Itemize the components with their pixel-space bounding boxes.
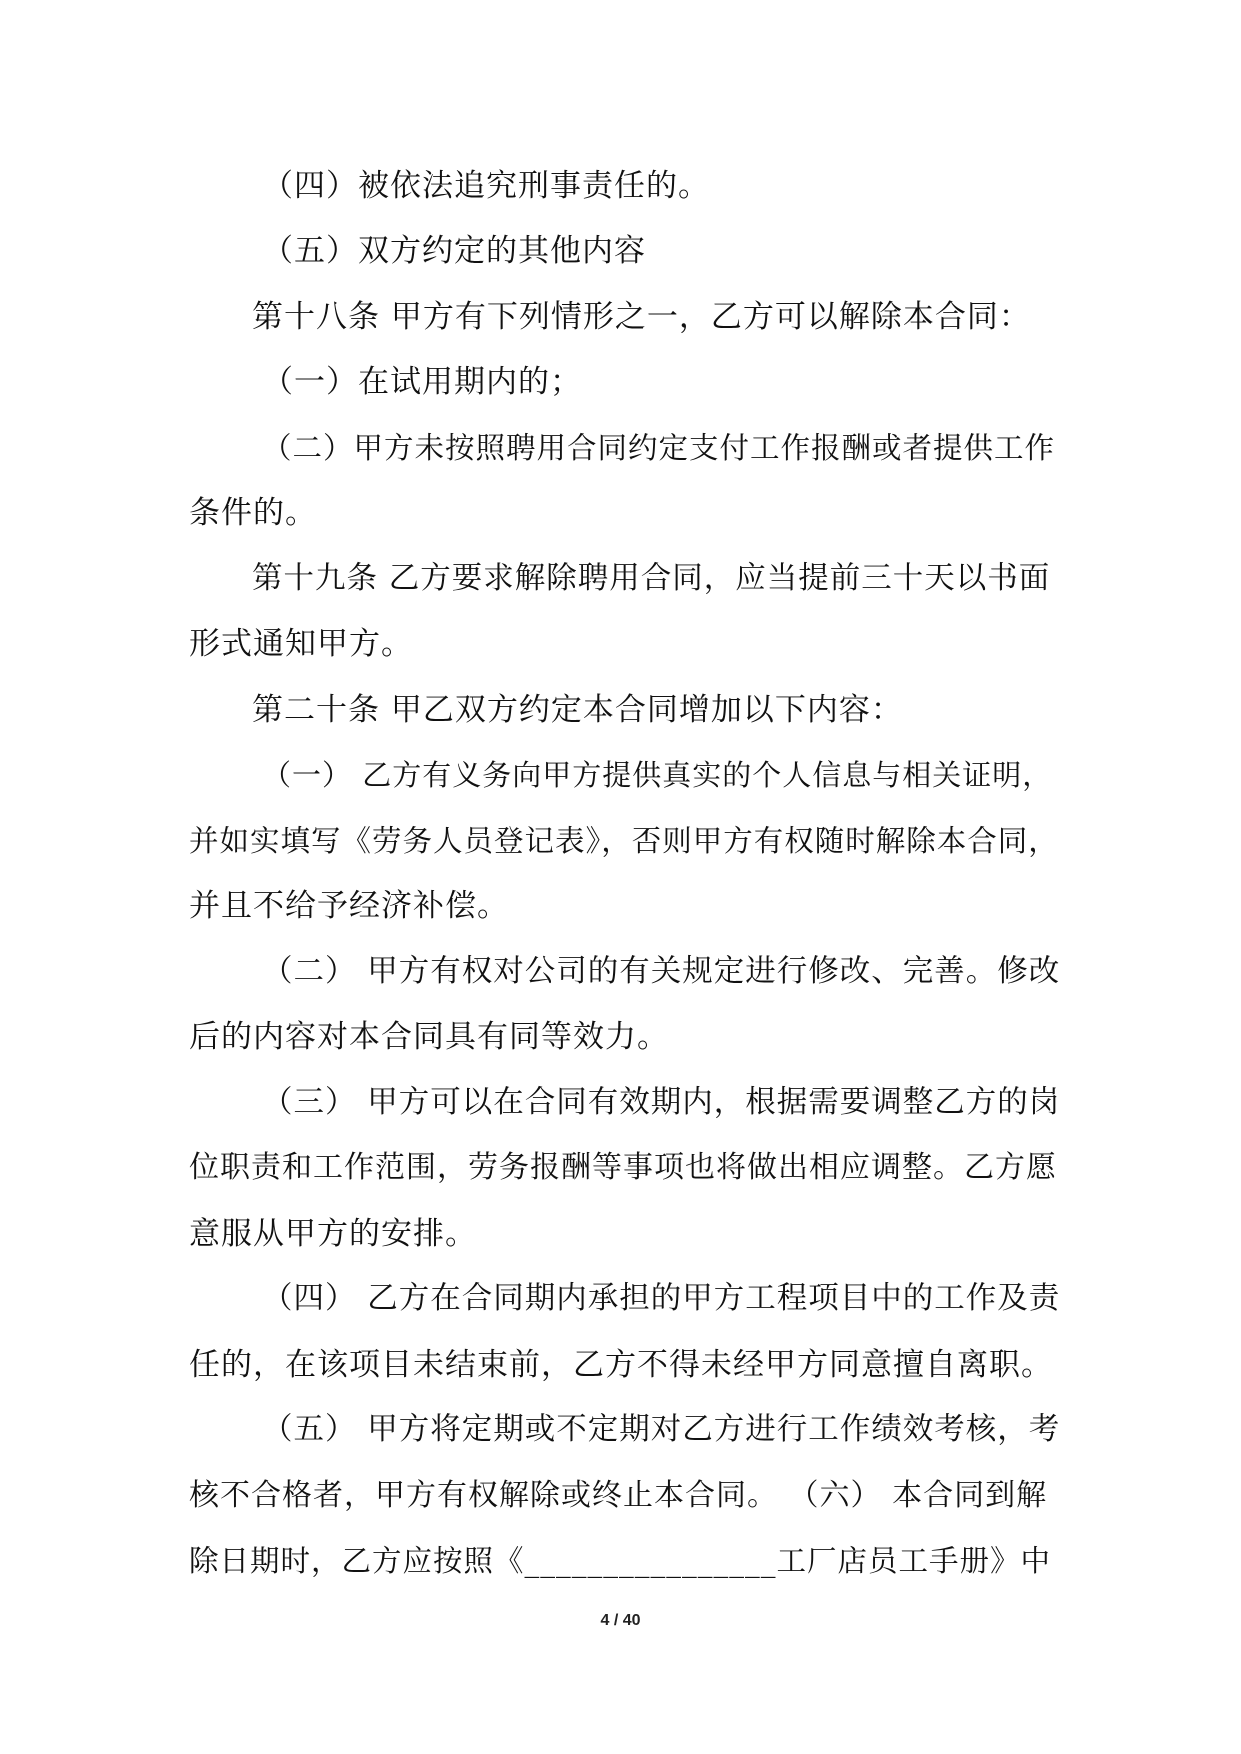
text-line: （一） 乙方有义务向甲方提供真实的个人信息与相关证明， [262,758,1053,792]
text-line: （一）在试用期内的； [262,364,582,400]
text-line: 任的，在该项目未结束前，乙方不得未经甲方同意擅自离职。 [189,1347,1053,1383]
page-number: 4 / 40 [600,1612,641,1629]
text-line: 并且不给予经济补偿。 [189,888,509,924]
text-line: 形式通知甲方。 [189,626,413,662]
text-line: 条件的。 [189,495,317,531]
text-line: 后的内容对本合同具有同等效力。 [189,1019,669,1055]
text-line: （四）被依法追究刑事责任的。 [262,168,710,204]
text-line: 第十八条 甲方有下列情形之一，乙方可以解除本合同： [252,299,1031,335]
text-line: 除日期时，乙方应按照《________________工厂店员工手册》中 [189,1544,1052,1578]
text-line: 核不合格者，甲方有权解除或终止本合同。 （六） 本合同到解 [189,1478,1048,1513]
text-line: （五）双方约定的其他内容 [262,233,646,269]
text-line: 位职责和工作范围，劳务报酬等事项也将做出相应调整。乙方愿 [189,1150,1057,1185]
text-line: 第十九条 乙方要求解除聘用合同，应当提前三十天以书面 [252,561,1051,596]
text-line: （五） 甲方将定期或不定期对乙方进行工作绩效考核，考 [262,1412,1061,1447]
text-line: （四） 乙方在合同期内承担的甲方工程项目中的工作及责 [262,1281,1061,1316]
text-line: 第二十条 甲乙双方约定本合同增加以下内容： [252,692,903,728]
text-line: （三） 甲方可以在合同有效期内，根据需要调整乙方的岗 [262,1085,1061,1120]
text-line: 意服从甲方的安排。 [189,1216,477,1252]
text-line: （二）甲方未按照聘用合同约定支付工作报酬或者提供工作 [262,431,1056,465]
text-line: 并如实填写《劳务人员登记表》，否则甲方有权随时解除本合同， [189,824,1059,858]
text-line: （二） 甲方有权对公司的有关规定进行修改、完善。修改 [262,954,1061,989]
